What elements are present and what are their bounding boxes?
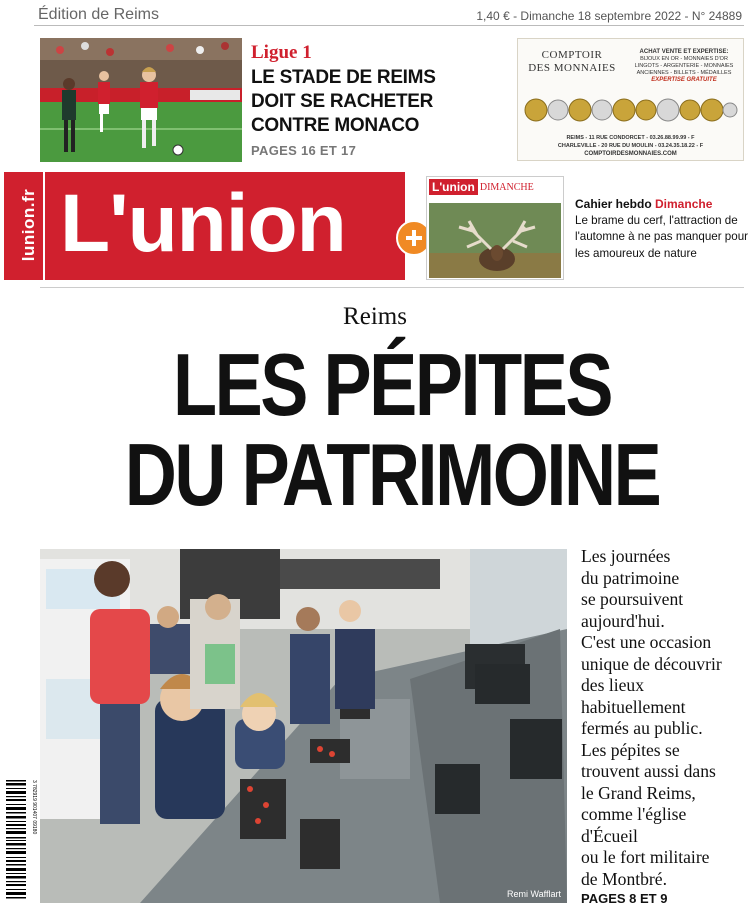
article-pages: PAGES 8 ET 9 [581, 891, 668, 906]
sport-teaser[interactable] [251, 42, 501, 158]
site-url[interactable]: lunion.fr [19, 188, 38, 262]
edition-label: Édition de Reims [38, 6, 159, 23]
ad-address-line: CHARLEVILLE - 20 RUE DU MOULIN - 03.24.35.18.22 - F [557, 143, 704, 149]
main-article[interactable] [581, 546, 753, 910]
ad-services-title: ACHAT VENTE ET EXPERTISE: [639, 49, 729, 55]
article-line: se poursuivent [581, 589, 684, 609]
ad-services [628, 49, 740, 84]
sport-headline-line: DOIT SE RACHETER [251, 91, 434, 112]
article-line: Les journées [581, 546, 671, 566]
article-line: le Grand Reims, [581, 782, 696, 803]
barcode-number: 3 782919 901407 09180 [31, 780, 37, 835]
advertisement[interactable] [517, 38, 744, 161]
main-headline-line: DU PATRIMOINE [124, 425, 660, 524]
ad-brand [526, 49, 618, 75]
ad-services-line: LINGOTS - ARGENTERIE - MONNAIES [634, 63, 734, 69]
article-line: ou le fort militaire [581, 847, 710, 867]
article-line: fermés au public. [581, 718, 703, 738]
masthead-divider [43, 172, 45, 280]
ad-expertise: EXPERTISE GRATUITE [651, 77, 717, 83]
article-line: du patrimoine [581, 567, 680, 588]
sport-headline-line: LE STADE DE REIMS [251, 67, 436, 88]
photo-credit: Remi Wafflart [506, 889, 561, 899]
main-photo[interactable] [40, 549, 567, 903]
masthead [4, 172, 405, 280]
article-line: des lieux [581, 675, 645, 695]
article-line: C'est une occasion [581, 632, 712, 652]
ad-url[interactable]: COMPTOIRDESMONNAIES.COM [584, 151, 677, 157]
dimanche-logo [429, 179, 534, 195]
ad-addresses [518, 134, 743, 150]
article-line: unique de découvrir [581, 653, 722, 674]
article-line: Les pépites se [581, 739, 680, 760]
sport-headline-line: CONTRE MONACO [251, 115, 420, 136]
barcode [4, 778, 36, 902]
article-line: aujourd'hui. [581, 610, 665, 631]
ad-brand-line: DES MONNAIES [528, 62, 616, 74]
dimanche-heading [575, 196, 750, 213]
article-line: d'Écueil [581, 825, 638, 846]
main-kicker: Reims [343, 303, 407, 330]
dimanche-heading-prefix: Cahier hebdo [575, 197, 656, 211]
main-headline[interactable] [105, 335, 679, 524]
dimanche-supplement-cover[interactable] [426, 176, 564, 280]
dimanche-heading-accent: Dimanche [655, 197, 713, 211]
dimanche-logo-dimanche: DIMANCHE [479, 181, 534, 193]
deer-photo [429, 203, 561, 278]
article-line: comme l'église [581, 804, 687, 824]
dimanche-teaser[interactable] [575, 196, 750, 262]
newspaper-logo[interactable]: L'union [60, 178, 346, 269]
section-divider [40, 287, 744, 288]
article-line: habituellement [581, 696, 686, 717]
football-photo[interactable] [40, 38, 242, 162]
coins-image [524, 95, 738, 125]
sport-pages: PAGES 16 ET 17 [251, 143, 357, 158]
ad-address-line: REIMS - 11 RUE CONDORCET - 03.26.88.99.99 - F [566, 135, 695, 141]
sport-headline[interactable] [251, 66, 501, 138]
ad-services-line: BIJOUX EN OR - MONNAIES D'OR [640, 56, 728, 62]
sport-kicker: Ligue 1 [251, 42, 312, 63]
ad-services-line: ANCIENNES - BILLETS - MÉDAILLES [636, 70, 732, 76]
issue-info: 1,40 € - Dimanche 18 septembre 2022 - N° 24889 [476, 9, 742, 23]
main-headline-line: LES PÉPITES [172, 335, 612, 434]
dimanche-text: Le brame du cerf, l'attraction de l'automne à ne pas manquer pour les amoureux de nature [575, 213, 749, 260]
top-bar [34, 4, 744, 26]
article-line: de Montbré. [581, 868, 667, 889]
ad-brand-line: COMPTOIR [541, 49, 603, 61]
article-line: trouvent aussi dans [581, 761, 716, 781]
dimanche-logo-union: L'union [429, 179, 478, 195]
